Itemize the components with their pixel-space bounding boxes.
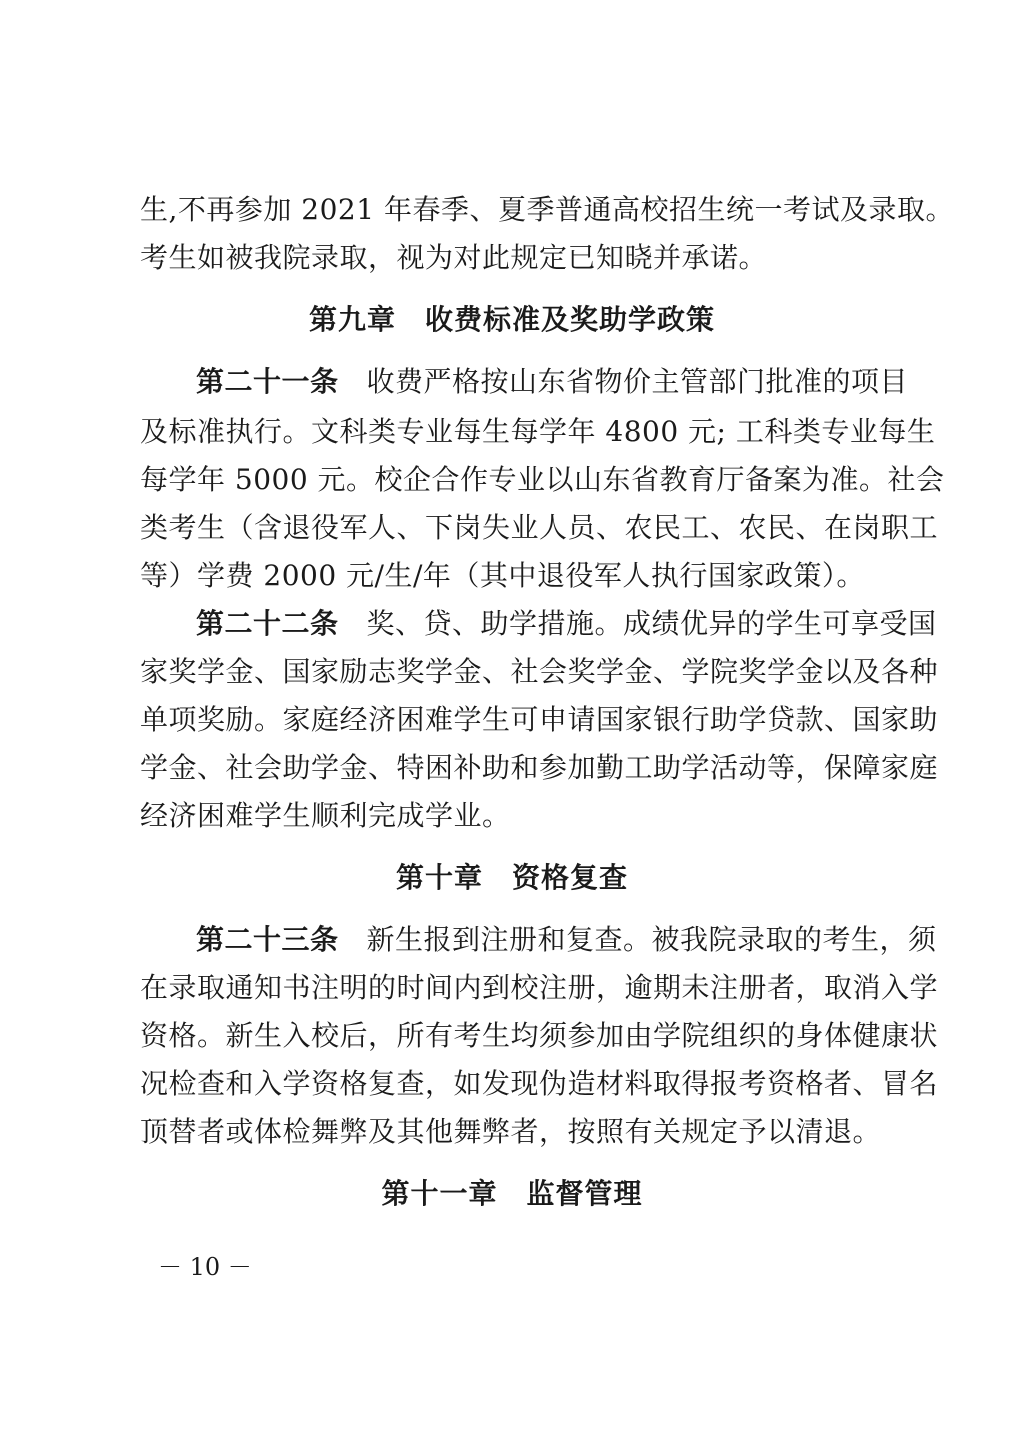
article-21-line-3: 每学年 5000 元。校企合作专业以山东省教育厅备案为准。社会 — [140, 463, 945, 496]
article-21-line-2: 及标准执行。文科类专业每生每学年 4800 元; 工科类专业每生 — [140, 415, 936, 448]
article-23-line-3: 资格。新生入校后，所有考生均须参加由学院组织的身体健康状 — [140, 1019, 939, 1052]
article-23-line-2: 在录取通知书注明的时间内到校注册，逾期未注册者，取消入学 — [140, 971, 939, 1004]
chapter-11-heading: 第十一章 监督管理 — [381, 1177, 643, 1210]
article-22-line-4: 学金、社会助学金、特困补助和参加勤工助学活动等，保障家庭 — [140, 751, 939, 784]
article-21-line-4: 类考生（含退役军人、下岗失业人员、农民工、农民、在岗职工 — [140, 511, 939, 544]
intro-line-1: 生,不再参加 2021 年春季、夏季普通高校招生统一考试及录取。 — [140, 193, 954, 226]
article-23-text-1: 新生报到注册和复查。被我院录取的考生，须 — [366, 923, 937, 956]
chapter-10-heading: 第十章 资格复查 — [395, 861, 628, 894]
article-21-text-1: 收费严格按山东省物价主管部门批准的项目 — [366, 365, 909, 398]
article-22-line-3: 单项奖励。家庭经济困难学生可申请国家银行助学贷款、国家助 — [140, 703, 939, 736]
article-21-line-1 — [196, 362, 909, 402]
article-21-line-5: 等）学费 2000 元/生/年（其中退役军人执行国家政策）。 — [140, 559, 865, 592]
article-23-line-1 — [196, 920, 937, 960]
article-23-line-5: 顶替者或体检舞弊及其他舞弊者，按照有关规定予以清退。 — [140, 1115, 882, 1148]
chapter-9-heading: 第九章 收费标准及奖助学政策 — [308, 303, 715, 336]
article-22-line-1 — [196, 604, 937, 644]
intro-line-2: 考生如被我院录取，视为对此规定已知晓并承诺。 — [140, 241, 768, 274]
article-22-line-2: 家奖学金、国家励志奖学金、社会奖学金、学院奖学金以及各种 — [140, 655, 939, 688]
article-23-label: 第二十三条 — [196, 923, 339, 956]
article-22-text-1: 奖、贷、助学措施。成绩优异的学生可享受国 — [366, 607, 937, 640]
article-23-line-4: 况检查和入学资格复查，如发现伪造材料取得报考资格者、冒名 — [140, 1067, 939, 1100]
article-21-label: 第二十一条 — [196, 365, 339, 398]
article-22-label: 第二十二条 — [196, 607, 339, 640]
article-22-line-5: 经济困难学生顺利完成学业。 — [140, 799, 511, 832]
page-number: － 10 － — [158, 1253, 252, 1281]
